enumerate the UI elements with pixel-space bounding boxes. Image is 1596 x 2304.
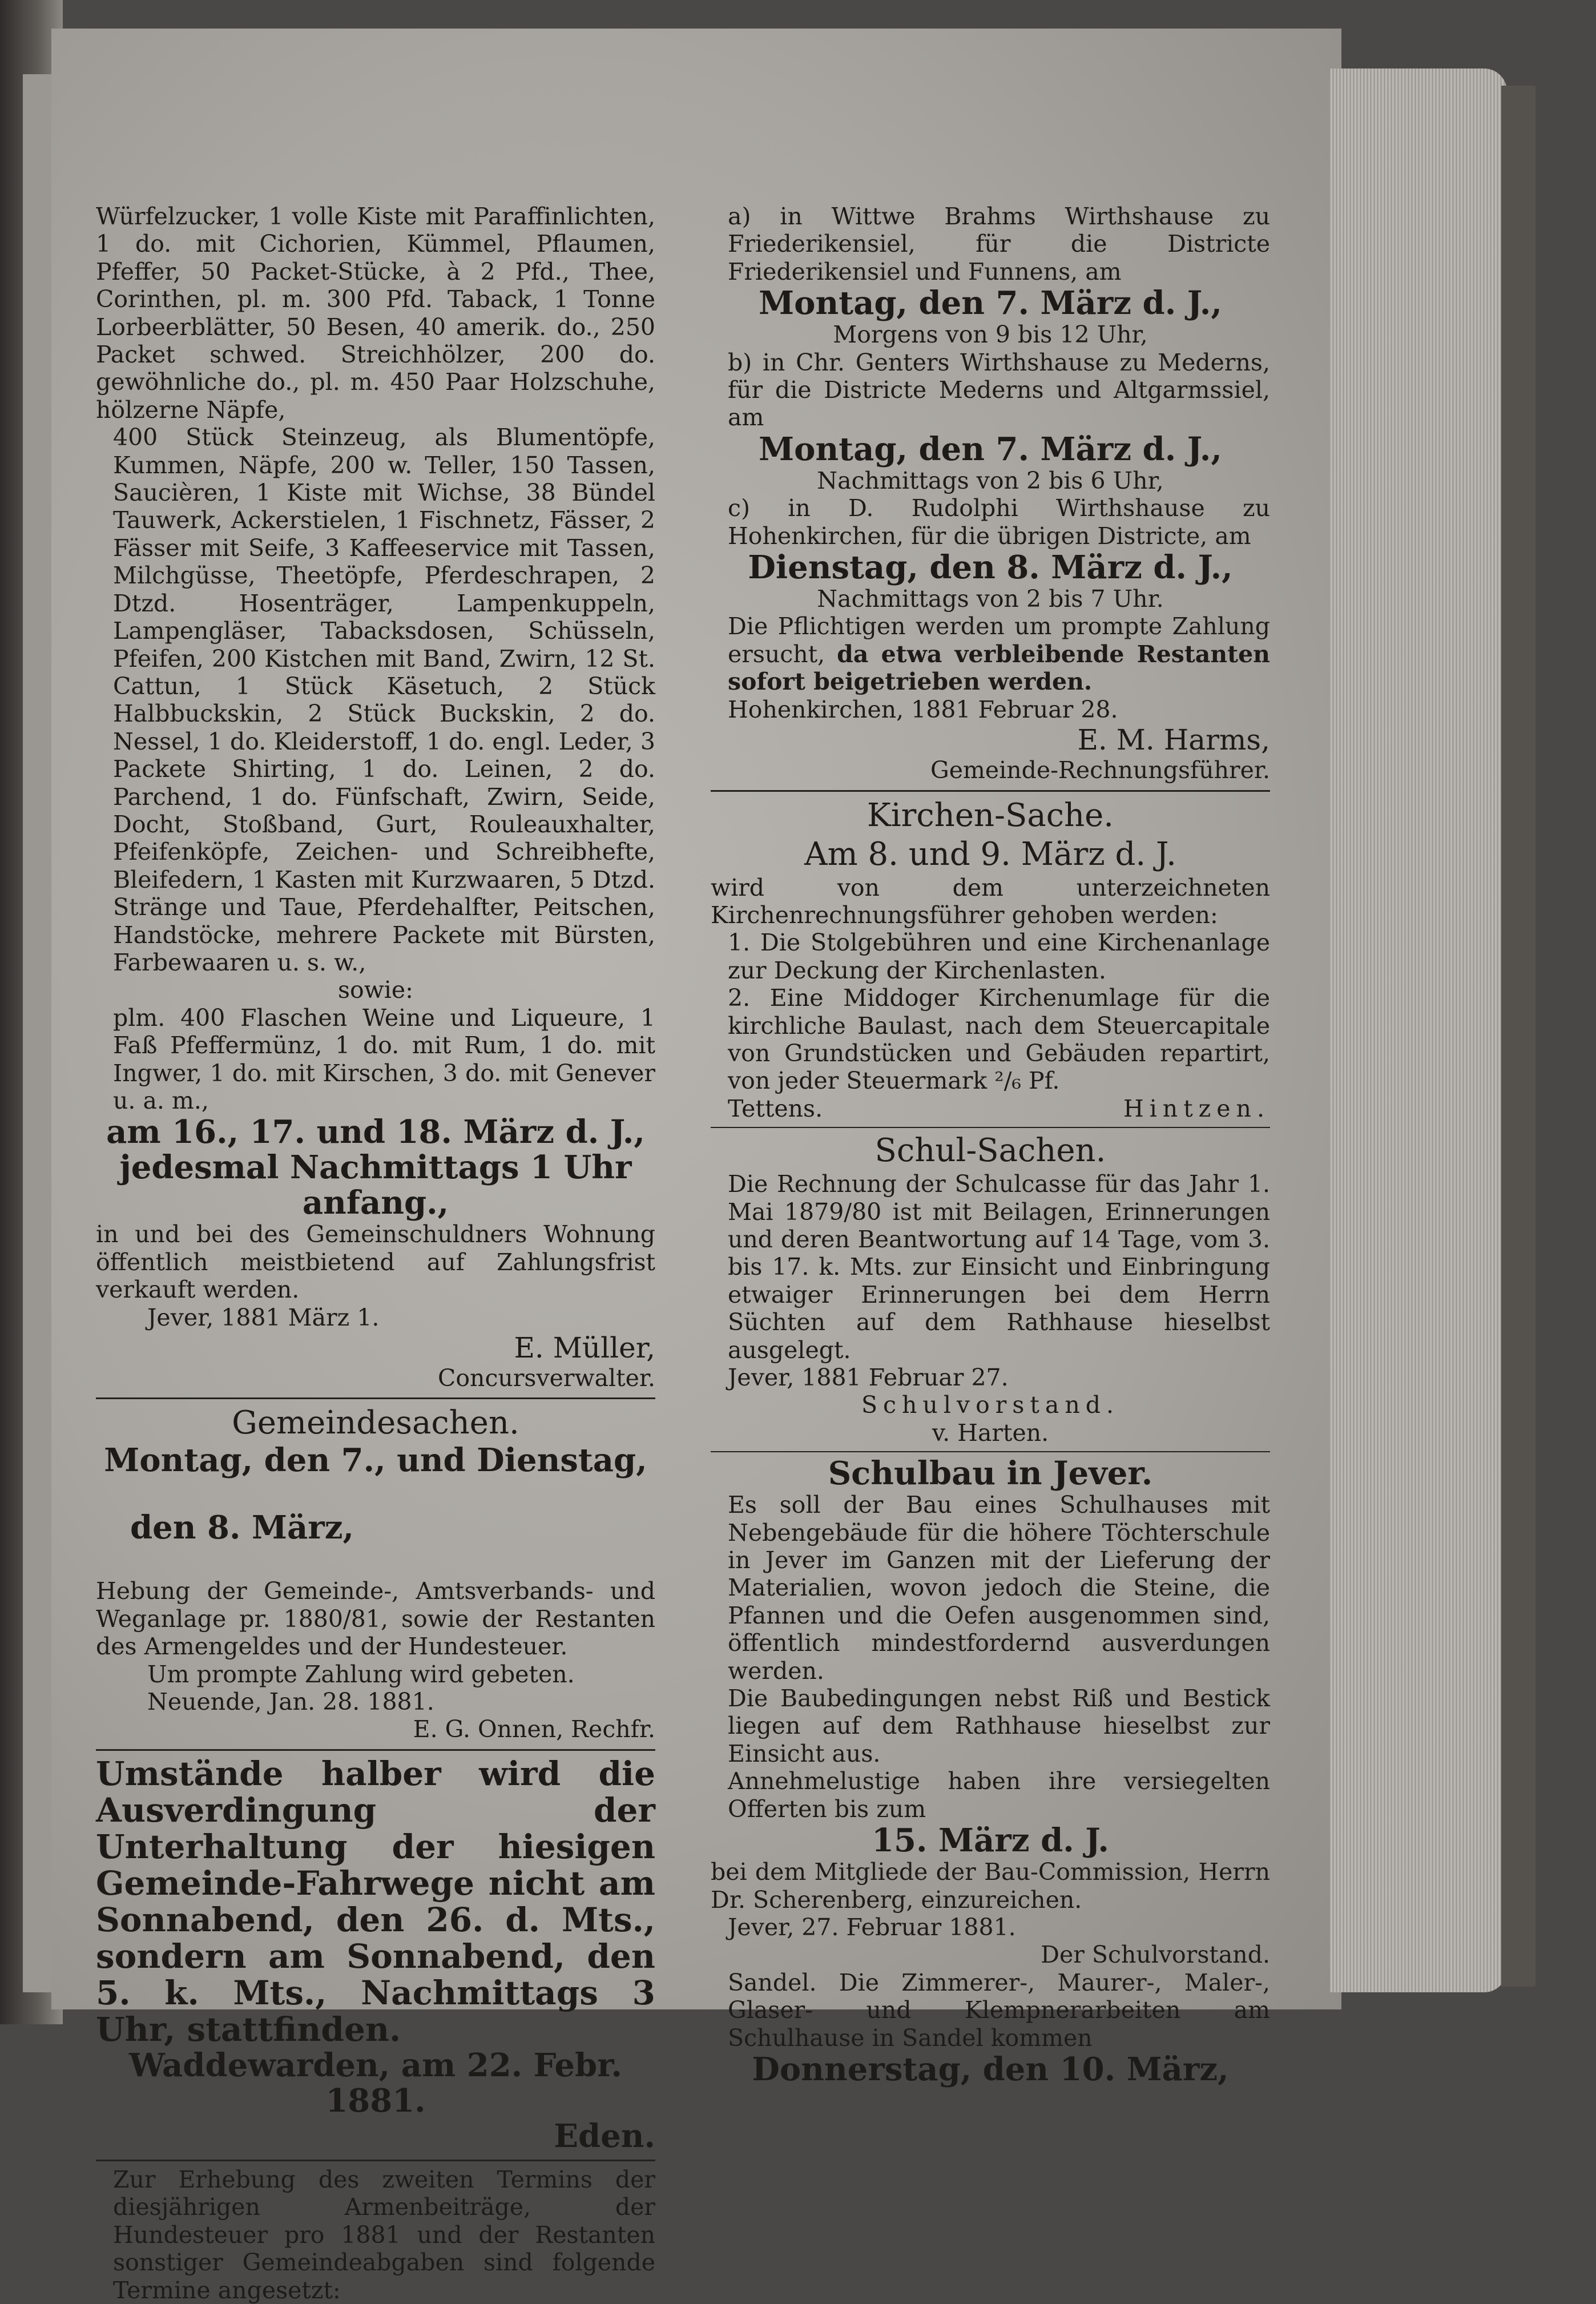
notice-signer: Eden. xyxy=(554,2117,655,2155)
kirchen-item-2: 2. Eine Middoger Kirchenumlage für die kirchliche Baulast, nach dem Steuercapitale von Grundstücken und Gebäuden repartirt, von jeder Steuermark ²/₆ Pf. xyxy=(728,984,1270,1095)
district-b-time: Nachmittags von 2 bis 6 Uhr, xyxy=(817,466,1164,494)
place-date: Jever, 1881 März 1. xyxy=(147,1303,380,1331)
schul-heading: Schul-Sachen. xyxy=(874,1132,1106,1170)
inventory-list-2: 400 Stück Steinzeug, als Blumentöpfe, Kummen, Näpfe, 200 w. Teller, 150 Tassen, Saucièren, 1 Kiste mit Wichse, 38 Bündel Tauwerk, Ackerstielen, 1 Fischnetz, Fässer, 2 Fässer mit Seife, 3 Kaffeeservice mit Tassen, Milchgüsse, Theetöpfe, Pferdeschrapen, 2 Dtzd. Hosenträger, Lampenkuppeln, Lampengläser, Tabacksdosen, Schüsseln, Pfeifen, 200 Kistchen mit Band, Zwirn, 12 St. Cattun, 1 Stück Käsetuch, 2 Stück Halbbuckskin, 2 Stück Buckskin, 2 do. Nessel, 1 do. Kleiderstoff, 1 do. engl. Leder, 3 Packete Shirting, 1 do. Leinen, 2 do. Parchend, 1 do. Fünfschaft, Zwirn, Seide, Docht, Stoßband, Gurt, Rouleauxhalter, Pfeifenköpfe, Zeichen- und Schreibhefte, Bleifedern, 1 Kasten mit Kurzwaaren, 5 Dtzd. Stränge und Taue, Pferdehalfter, Peitschen, Handstöcke, mehrere Packete mit Bürsten, Farbewaaren u. s. w., xyxy=(113,424,655,976)
schulbau-date: 15. März d. J. xyxy=(872,1822,1109,1860)
payment-warning: da etwa verbleibende Restanten sofort beigetrieben werden. xyxy=(728,640,1270,696)
drinks-list: plm. 400 Flaschen Weine und Liqueure, 1 Faß Pfeffermünz, 1 do. mit Rum, 1 do. mit Ingwer, 1 do. mit Kirschen, 3 do. mit Genever u. a. m., xyxy=(113,1004,655,1114)
district-c-time: Nachmittags von 2 bis 7 Uhr. xyxy=(817,585,1164,613)
kirchen-heading: Kirchen-Sache. xyxy=(866,796,1114,834)
termine-text: Zur Erhebung des zweiten Termins der diesjährigen Armenbeiträge, der Hundesteuer pro 1881 und der Restanten sonstiger Gemeindeabgaben sind folgende Termine angesetzt: xyxy=(113,2165,655,2304)
signer-title: Concursverwalter. xyxy=(437,1364,655,1392)
schul-signer: Schulvorstand. xyxy=(861,1391,1120,1419)
payment-text xyxy=(711,613,1270,695)
schulbau-heading: Schulbau in Jever. xyxy=(828,1455,1153,1493)
schul-text: Die Rechnung der Schulcasse für das Jahr 1. Mai 1879/80 ist mit Beilagen, Erinnerungen und deren Beantwortung auf 14 Tage, vom 3. bis 17. k. Mts. zur Einsicht und Einbringung etwaiger Erinnerungen bei dem Herrn Süchten auf dem Rathhause hieselbst ausgelegt. xyxy=(728,1170,1270,1364)
kirchen-text: wird von dem unterzeichneten Kirchenrechnungsführer gehoben werden: xyxy=(711,873,1270,929)
separator xyxy=(96,2160,655,2161)
schulbau-text-3: Annehmelustige haben ihre versiegelten Offerten bis zum xyxy=(728,1767,1270,1823)
left-column xyxy=(96,203,655,2304)
schulbau-text-2: Die Baubedingungen nebst Riß und Bestick liegen auf dem Rathhause hieselbst zur Einsicht aus. xyxy=(728,1685,1270,1767)
schulbau-signer: Der Schulvorstand. xyxy=(1041,1941,1270,1969)
schul-signer-2: v. Harten. xyxy=(932,1419,1049,1447)
kirchen-place: Tettens. xyxy=(728,1094,823,1122)
gemeindesachen-place: Neuende, Jan. 28. 1881. xyxy=(147,1688,434,1716)
schulbau-text-4: bei dem Mitgliede der Bau-Commission, Herrn Dr. Scherenberg, einzureichen. xyxy=(711,1858,1270,1914)
district-b-date: Montag, den 7. März d. J., xyxy=(759,430,1222,468)
payment-request: Die Pflichtigen werden um prompte Zahlung ersucht, xyxy=(728,613,1270,668)
district-a-date: Montag, den 7. März d. J., xyxy=(759,284,1222,323)
notice-text: Umstände halber wird die Ausverdingung der Unterhaltung der hiesigen Gemeinde-Fahrwege nicht am Sonnabend, den 26. d. Mts., sondern am Sonnabend, den 5. k. Mts., Nachmittags 3 Uhr, stattfinden. xyxy=(96,1754,655,2049)
schulbau-place: Jever, 27. Februar 1881. xyxy=(728,1913,1016,1941)
kirchen-date: Am 8. und 9. März d. J. xyxy=(804,835,1176,873)
payment-signer: E. M. Harms, xyxy=(1077,723,1270,757)
gemeindesachen-text: Hebung der Gemeinde-, Amtsverbands- und Weganlage pr. 1880/81, sowie der Restanten des Armengeldes und der Hundesteuer. xyxy=(96,1577,655,1661)
kirchen-signature-line xyxy=(711,1095,1270,1122)
book-shadow xyxy=(1501,86,1535,1987)
district-a-text: a) in Wittwe Brahms Wirthshause zu Friederikensiel, für die Districte Friederikensiel und Funnens, am xyxy=(728,203,1270,285)
district-c-text: c) in D. Rudolphi Wirthshause zu Hohenkirchen, für die übrigen Districte, am xyxy=(728,494,1270,550)
district-b-text: b) in Chr. Genters Wirthshause zu Mederns, für die Districte Mederns und Altgarmssiel, am xyxy=(728,348,1270,432)
right-column xyxy=(711,203,1270,2087)
gemeindesachen-heading: Gemeindesachen. xyxy=(232,1404,519,1442)
payment-signer-title: Gemeinde-Rechnungsführer. xyxy=(930,756,1270,784)
gemeindesachen-date-1: Montag, den 7., und Dienstag, xyxy=(104,1441,647,1480)
kirchen-signer: Hintzen. xyxy=(1123,1094,1270,1122)
auction-dates: am 16., 17. und 18. März d. J., xyxy=(106,1113,645,1151)
sandel-date: Donnerstag, den 10. März, xyxy=(752,2050,1229,2088)
page-edges xyxy=(1330,69,1507,1992)
separator xyxy=(711,790,1270,792)
gemeindesachen-signer: E. G. Onnen, Rechfr. xyxy=(413,1715,655,1743)
sandel-text: Sandel. Die Zimmerer-, Maurer-, Maler-, Glaser- und Klempnerarbeiten am Schulhause in Sandel kommen xyxy=(728,1968,1270,2052)
separator xyxy=(96,1397,655,1399)
auction-time: jedesmal Nachmittags 1 Uhr anfang., xyxy=(119,1149,632,1222)
separator xyxy=(711,1451,1270,1452)
district-c-date: Dienstag, den 8. März d. J., xyxy=(748,549,1233,587)
separator xyxy=(96,1749,655,1751)
gemeindesachen-text-2: Um prompte Zahlung wird gebeten. xyxy=(147,1660,575,1688)
schul-place: Jever, 1881 Februar 27. xyxy=(728,1364,1009,1391)
signer-name: E. Müller, xyxy=(514,1331,655,1365)
district-a-time: Morgens von 9 bis 12 Uhr, xyxy=(833,321,1148,349)
notice-place: Waddewarden, am 22. Febr. 1881. xyxy=(128,2046,623,2120)
separator xyxy=(711,1127,1270,1128)
sowie-label: sowie: xyxy=(337,976,413,1004)
inventory-list: Würfelzucker, 1 volle Kiste mit Paraffinlichten, 1 do. mit Cichorien, Kümmel, Pflaumen, Pfeffer, 50 Packet-Stücke, à 2 Pfd., Thee, Corinthen, pl. m. 300 Pfd. Taback, 1 Tonne Lorbeerblätter, 50 Besen, 40 amerik. do., 250 Packet schwed. Streichhölzer, 200 do. gewöhnliche do., pl. m. 450 Paar Holzschuhe, hölzerne Näpfe, xyxy=(96,203,655,424)
kirchen-item-1: 1. Die Stolgebühren und eine Kirchenanlage zur Deckung der Kirchenlasten. xyxy=(728,929,1270,984)
schulbau-text: Es soll der Bau eines Schulhauses mit Nebengebäude für die höhere Töchterschule in Jever im Ganzen mit der Lieferung der Materialien, wovon jedoch die Steine, die Pfannen und die Oefen ausgenommen sind, öffentlich mindestfordernd ausverdungen werden. xyxy=(728,1491,1270,1685)
sale-text: in und bei des Gemeinschuldners Wohnung öffentlich meistbietend auf Zahlungsfrist verkauft werden. xyxy=(96,1221,655,1304)
gemeindesachen-date-2: den 8. März, xyxy=(130,1509,354,1547)
payment-place: Hohenkirchen, 1881 Februar 28. xyxy=(728,695,1118,723)
